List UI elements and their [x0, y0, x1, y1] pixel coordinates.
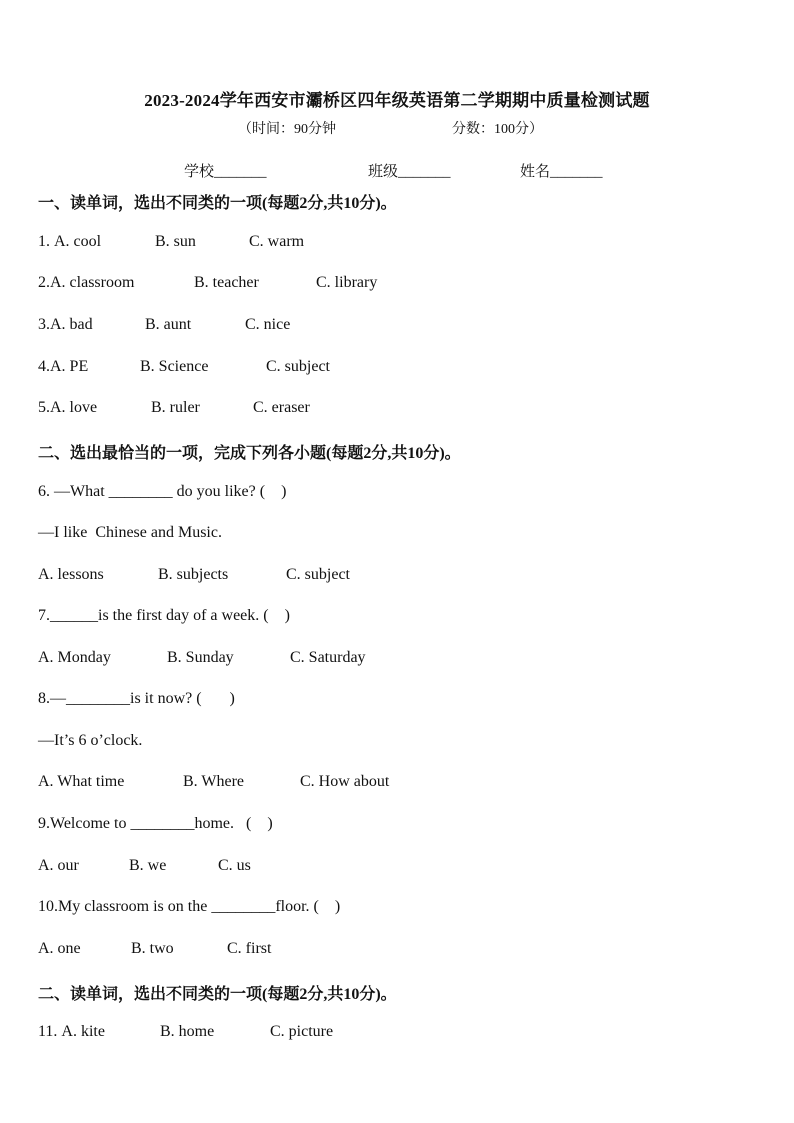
- option-a: A. bad: [50, 316, 93, 333]
- option-c: C. subject: [286, 566, 350, 583]
- time-label: （时间：90分钟: [238, 122, 336, 137]
- section2-heading: 二、选出最恰当的一项，完成下列各小题(每题2分,共10分)。: [38, 445, 461, 462]
- school-field: 学校_______: [184, 164, 267, 180]
- class-field: 班级_______: [368, 164, 451, 180]
- option-b: B. aunt: [145, 316, 192, 333]
- question-6: 6. —What ________ do you like? ( ): [38, 483, 287, 500]
- question-11: [38, 1023, 334, 1041]
- option-a: A. our: [38, 857, 79, 874]
- option-c: C. picture: [270, 1023, 334, 1040]
- option-b: B. teacher: [194, 274, 259, 291]
- option-a: A. love: [50, 399, 98, 416]
- question-1: [38, 233, 305, 251]
- option-a: A. classroom: [50, 274, 135, 291]
- question-5: [38, 399, 310, 417]
- question-number: 3.: [38, 316, 50, 333]
- question-number: 11.: [38, 1023, 62, 1040]
- option-a: A. PE: [50, 358, 89, 375]
- question-9: 9.Welcome to ________home. ( ): [38, 815, 273, 832]
- option-a: A. What time: [38, 773, 125, 790]
- option-c: C. subject: [266, 358, 330, 375]
- section3-heading: 二、读单词，选出不同类的一项(每题2分,共10分)。: [38, 986, 397, 1003]
- question-10-options: [38, 940, 272, 958]
- option-b: B. home: [160, 1023, 215, 1040]
- option-c: C. us: [218, 857, 251, 874]
- option-c: C. Saturday: [290, 649, 366, 666]
- question-3: [38, 316, 291, 334]
- option-b: B. subjects: [158, 566, 229, 583]
- option-c: C. first: [227, 940, 272, 957]
- option-b: B. Science: [140, 358, 209, 375]
- option-b: B. Where: [183, 773, 245, 790]
- question-8-options: [38, 773, 390, 791]
- question-10: 10.My classroom is on the ________floor. ( ): [38, 898, 341, 915]
- option-b: B. ruler: [151, 399, 200, 416]
- question-9-options: [38, 857, 251, 875]
- section1-heading: 一、读单词，选出不同类的一项(每题2分,共10分)。: [38, 195, 397, 212]
- option-a: A. cool: [54, 233, 102, 250]
- question-number: 4.: [38, 358, 50, 375]
- option-b: B. two: [131, 940, 174, 957]
- question-number: 1.: [38, 233, 54, 250]
- option-c: C. nice: [245, 316, 291, 333]
- option-a: A. lessons: [38, 566, 104, 583]
- option-a: A. one: [38, 940, 81, 957]
- question-8-dialogue: —It’s 6 o’clock.: [38, 732, 143, 749]
- score-label: 分数：100分）: [452, 122, 543, 137]
- name-field: 姓名_______: [520, 164, 603, 180]
- exam-title: 2023-2024学年西安市灞桥区四年级英语第二学期期中质量检测试题: [144, 91, 650, 110]
- option-c: C. library: [316, 274, 378, 291]
- question-number: 5.: [38, 399, 50, 416]
- option-b: B. Sunday: [167, 649, 234, 666]
- question-number: 2.: [38, 274, 50, 291]
- question-4: [38, 358, 330, 376]
- option-c: C. warm: [249, 233, 305, 250]
- question-7: 7.______is the first day of a week. ( ): [38, 607, 290, 624]
- question-7-options: [38, 649, 366, 667]
- option-b: B. sun: [155, 233, 196, 250]
- option-a: A. kite: [61, 1023, 105, 1040]
- question-6-options: [38, 566, 350, 584]
- question-2: [38, 274, 378, 292]
- option-a: A. Monday: [38, 649, 111, 666]
- option-c: C. eraser: [253, 399, 310, 416]
- question-6-dialogue: —I like Chinese and Music.: [38, 524, 222, 541]
- option-b: B. we: [129, 857, 167, 874]
- option-c: C. How about: [300, 773, 390, 790]
- question-8: 8.—________is it now? ( ): [38, 690, 235, 707]
